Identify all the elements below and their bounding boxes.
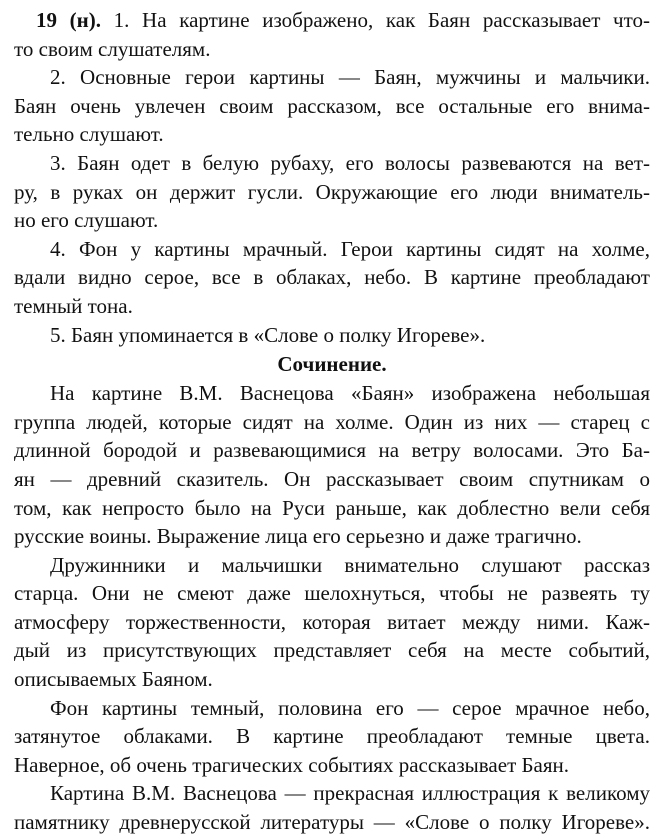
essay-heading: Сочинение. (277, 352, 387, 377)
answer-4 (14, 235, 650, 321)
essay-p4-line-2: памятнику древнерусской литературы — «Слове о полку Игореве». (14, 810, 650, 835)
essay-p4-line-1: Картина В.М. Васнецова — прекрасная иллюстрация к великому (50, 781, 650, 806)
essay-p1-line-6: русские воины. Выражение лица его серьезно и даже трагично. (14, 524, 582, 549)
answer-1-line-2: то своим слушателям. (14, 36, 211, 61)
answer-2-line-2: Баян очень увлечен своим рассказом, все остальные его внима- (14, 93, 650, 118)
answer-3-line-2: ру, в руках он держит гусли. Окружающие его люди вниматель- (14, 179, 650, 204)
answer-2-line-1: 2. Основные герои картины — Баян, мужчины и мальчики. (50, 65, 650, 90)
answer-5 (14, 321, 650, 350)
essay-paragraph-2 (14, 551, 650, 694)
answer-3 (14, 149, 650, 235)
answer-4-line-3: темный тона. (14, 293, 133, 318)
answer-3-line-3: но его слушают. (14, 208, 159, 233)
answer-4-line-1: 4. Фон у картины мрачный. Герои картины сидят на холме, (50, 236, 650, 261)
document-page (14, 6, 650, 837)
answer-4-line-2: вдали видно серое, все в облаках, небо. В картине преобладают (14, 265, 650, 290)
essay-p1-line-5: том, как непросто было на Руси раньше, как доблестно вели себя (14, 495, 650, 520)
essay-paragraph-3 (14, 694, 650, 780)
answer-2 (14, 63, 650, 149)
essay-p2-line-2: старца. Они не смеют даже шелохнуться, чтобы не развеять ту (14, 581, 650, 606)
essay-p2-line-5: описываемых Баяном. (14, 667, 213, 692)
essay-p2-line-3: атмосферу торжественности, которая витает между ними. Каж- (14, 609, 650, 634)
answer-1-line-1: 19 (н). 1. На картине изображено, как Баян рассказывает что- (36, 8, 650, 32)
essay-p1-line-4: ян — древний сказитель. Он рассказывает своим спутникам о (14, 466, 650, 491)
essay-p1-line-2: группа людей, которые сидят на холме. Один из них — старец с (14, 409, 650, 434)
essay-paragraph-4 (14, 779, 650, 836)
essay-p3-line-2: затянутое облаками. В картине преобладают темные цвета. (14, 724, 650, 749)
answer-5-line-1: 5. Баян упоминается в «Слове о полку Игореве». (50, 322, 486, 347)
essay-p2-line-1: Дружинники и мальчишки внимательно слушают рассказ (50, 552, 650, 577)
essay-p2-line-4: дый из присутствующих представляет себя на месте событий, (14, 638, 650, 663)
essay-p1-line-3: длинной бородой и развевающимися на ветру волосами. Это Ба- (14, 438, 650, 463)
essay-p3-line-1: Фон картины темный, половина его — серое мрачное небо, (50, 695, 650, 720)
task-number: 19 (н). (36, 8, 101, 32)
answer-2-line-3: тельно слушают. (14, 122, 164, 147)
answer-3-line-1: 3. Баян одет в белую рубаху, его волосы развеваются на вет- (50, 150, 650, 175)
answer-1 (14, 6, 650, 63)
essay-p1-line-1: На картине В.М. Васнецова «Баян» изображена небольшая (50, 381, 650, 406)
essay-p3-line-3: Наверное, об очень трагических событиях рассказывает Баян. (14, 752, 570, 777)
essay-paragraph-1 (14, 379, 650, 551)
